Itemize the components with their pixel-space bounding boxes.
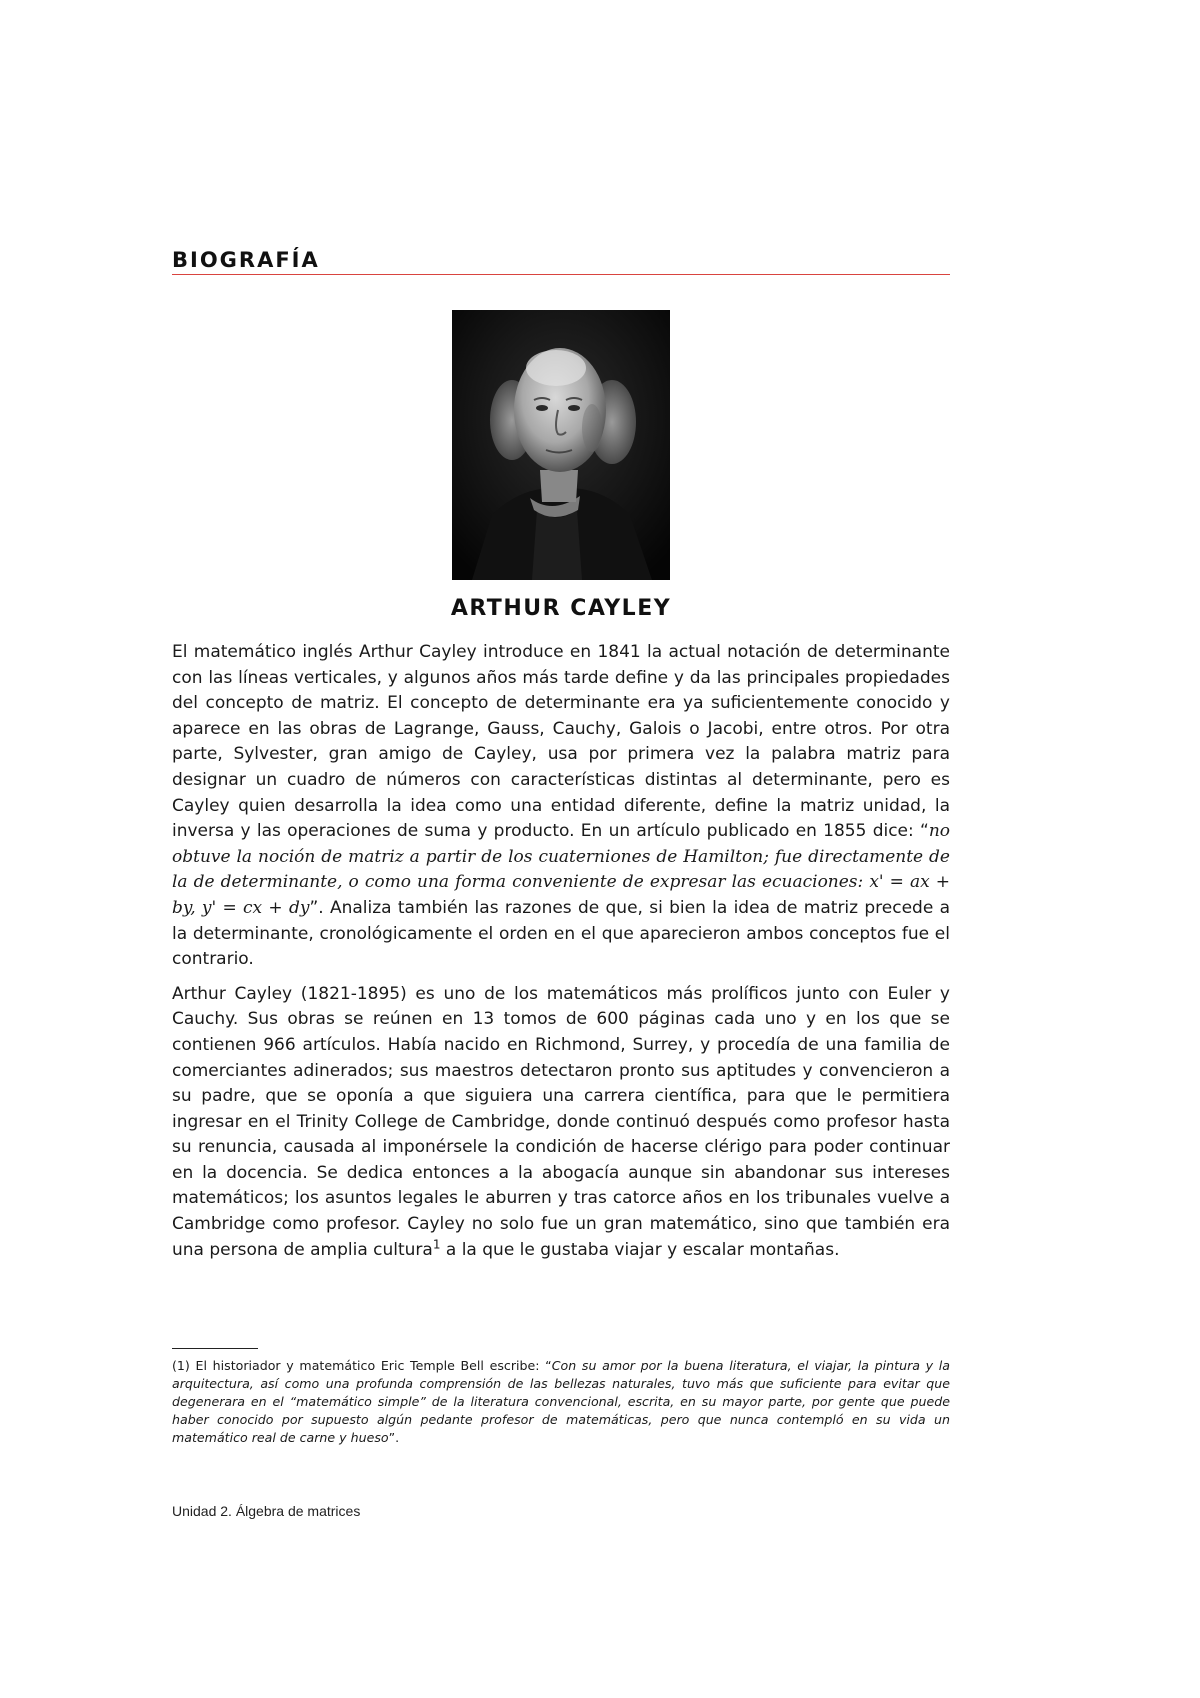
footnote-tail: ”.	[388, 1430, 400, 1445]
section-title: BIOGRAFÍA	[172, 248, 320, 272]
paragraph-1-intro: El matemático inglés Arthur Cayley introduce en 1841 la actual notación de determinante con las líneas verticales, y algunos años más tarde define y da las principales propiedades del concepto de matriz. El concepto de determinante era ya suficientemente conocido y aparece en las obras de Lagrange, Gauss, Cauchy, Galois o Jacobi, entre otros. Por otra parte, Sylvester, gran amigo de Cayley, usa por primera vez la palabra matriz para designar un cuadro de números con características distintas al determinante, pero es Cayley quien desarrolla la idea como una entidad diferente, define la matriz unidad, la inversa y las operaciones de suma y producto. En un artículo publicado en 1855 dice: “	[172, 642, 950, 842]
footnote-lead: El historiador y matemático Eric Temple Bell escribe: “	[189, 1358, 552, 1373]
footnote-marker: (1)	[172, 1358, 190, 1373]
paragraph-1-outro: ”. Analiza también las razones de que, si bien la idea de matriz precede a la determinante, cronológicamente el orden en el que aparecieron ambos conceptos fue el contrario.	[172, 897, 951, 970]
footnote	[172, 1357, 950, 1447]
footnote-reference: 1	[432, 1237, 441, 1251]
footnote-quote: Con su amor por la buena literatura, el viajar, la pintura y la arquitectura, así como una profunda comprensión de las bellezas naturales, tuvo más que suficiente para evitar que degenerara en el “matemático simple” de la literatura convencional, escrita, en su mayor parte, por gente que puede haber conocido por supuesto algún pedante profesor de matemáticas, pero que nunca contempló en su vida un matemático real de carne y hueso	[172, 1358, 950, 1445]
section-header	[172, 246, 950, 275]
page-footer: Unidad 2. Álgebra de matrices	[172, 1503, 361, 1519]
paragraph-2	[172, 982, 950, 1264]
paragraph-2-text-end: a la que le gustaba viajar y escalar montañas.	[440, 1239, 840, 1260]
paragraph-2-text: Arthur Cayley (1821-1895) es uno de los matemáticos más prolíficos junto con Euler y Cauchy. Sus obras se reúnen en 13 tomos de 600 páginas cada uno y en los que se contienen 966 artículos. Había nacido en Richmond, Surrey, y procedía de una familia de comerciantes adinerados; sus maestros detectaron pronto sus aptitudes y convencieron a su padre, que se oponía a que siguiera una carrera científica, para que le permitiera ingresar en el Trinity College de Cambridge, donde continuó después como profesor hasta su renuncia, causada al imponérsele la condición de hacerse clérigo para poder continuar en la docencia. Se dedica entonces a la abogacía aunque sin abandonar sus intereses matemáticos; los asuntos legales le aburren y tras catorce años en los tribunales vuelve a Cambridge como profesor. Cayley no solo fue un gran matemático, sino que también era una persona de amplia cultura	[172, 983, 950, 1260]
biography-body	[172, 640, 950, 1272]
portrait-photo	[452, 310, 670, 580]
paragraph-1	[172, 640, 950, 973]
person-name: ARTHUR CAYLEY	[450, 596, 672, 621]
footnote-divider	[172, 1348, 258, 1349]
paragraph-1-quote: no obtuve la noción de matriz a partir de los cuaterniones de Hamilton; fue directamente de la de determinante, o como una forma conveniente de expresar las ecuaciones: x' = ax + by, y' = cx + dy	[172, 821, 950, 918]
